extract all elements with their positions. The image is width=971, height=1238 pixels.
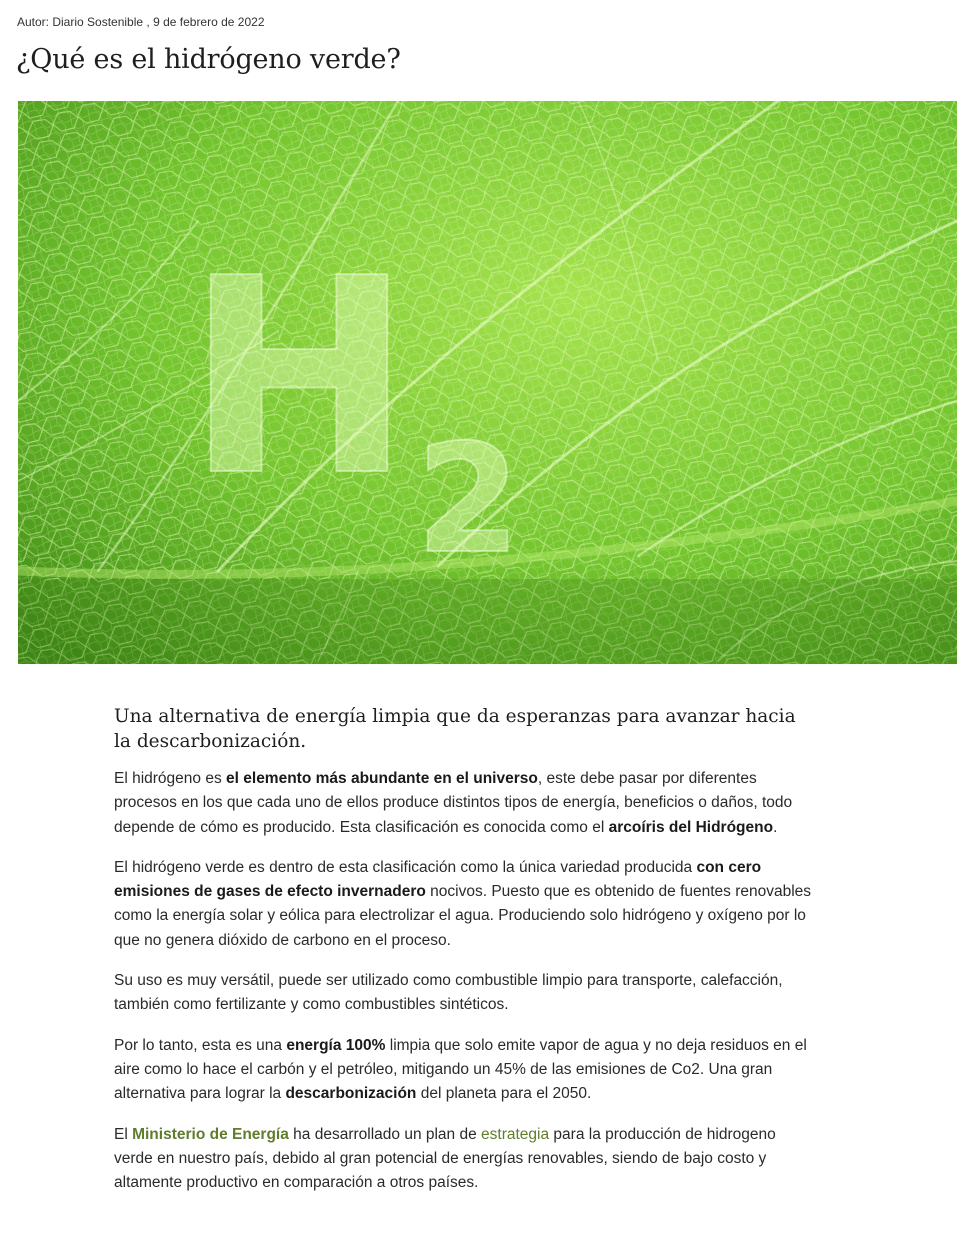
ministerio-energia-link[interactable]: Ministerio de Energía xyxy=(132,1125,289,1143)
leaf-illustration xyxy=(18,101,957,664)
bold-text: arcoíris del Hidrógeno xyxy=(608,818,774,836)
bold-text: con cero emisiones de gases de efecto invernadero xyxy=(114,858,762,901)
bold-text: el elemento más abundante en el universo xyxy=(226,770,538,787)
bold-text: energía 100% xyxy=(286,1036,386,1054)
paragraph-1: El hidrógeno es el elemento más abundante en el universo, este debe pasar por diferentes procesos en los que cada uno de ellos produce distintos tipos de energía, beneficios o daños, todo depende de cómo es producido. Esta clasificación es conocida como el arcoíris del Hidrógeno. xyxy=(114,770,793,836)
article-byline: Autor: Diario Sostenible , 9 de febrero de 2022 xyxy=(17,15,265,29)
hero-image xyxy=(18,101,957,664)
h2-letter-h: H xyxy=(186,220,412,535)
h2-subscript-2: 2 xyxy=(416,413,521,587)
page-title: ¿Qué es el hidrógeno verde? xyxy=(16,44,401,75)
article-lead: Una alternativa de energía limpia que da esperanzas para avanzar hacia la descarbonización. xyxy=(114,706,796,752)
paragraph-2: El hidrógeno verde es dentro de esta clasificación como la única variedad producida con cero emisiones de gases de efecto invernadero nocivos. Puesto que es obtenido de fuentes renovables como la energía solar y eólica para electrolizar el agua. Produciendo solo hidrógeno y oxígeno por lo que no genera dióxido de carbono en el proceso. xyxy=(114,858,812,949)
paragraph-3: Su uso es muy versátil, puede ser utilizado como combustible limpio para transporte, calefacción, también como fertilizante y como combustibles sintéticos. xyxy=(114,972,783,1014)
estrategia-link[interactable]: estrategia xyxy=(481,1125,550,1143)
bold-text: descarbonización xyxy=(285,1085,417,1103)
article-body xyxy=(114,704,814,1211)
paragraph-5: El Ministerio de Energía ha desarrollado un plan de estrategia para la producción de hidrogeno verde en nuestro país, debido al gran potencial de energías renovables, siendo de bajo costo y altamente productivo en comparación a otros países. xyxy=(114,1125,776,1192)
paragraph-4: Por lo tanto, esta es una energía 100% limpia que solo emite vapor de agua y no deja residuos en el aire como lo hace el carbón y el petróleo, mitigando un 45% de las emisiones de Co2. Una gran alternativa para lograr la descarbonización del planeta para el 2050. xyxy=(114,1036,807,1103)
